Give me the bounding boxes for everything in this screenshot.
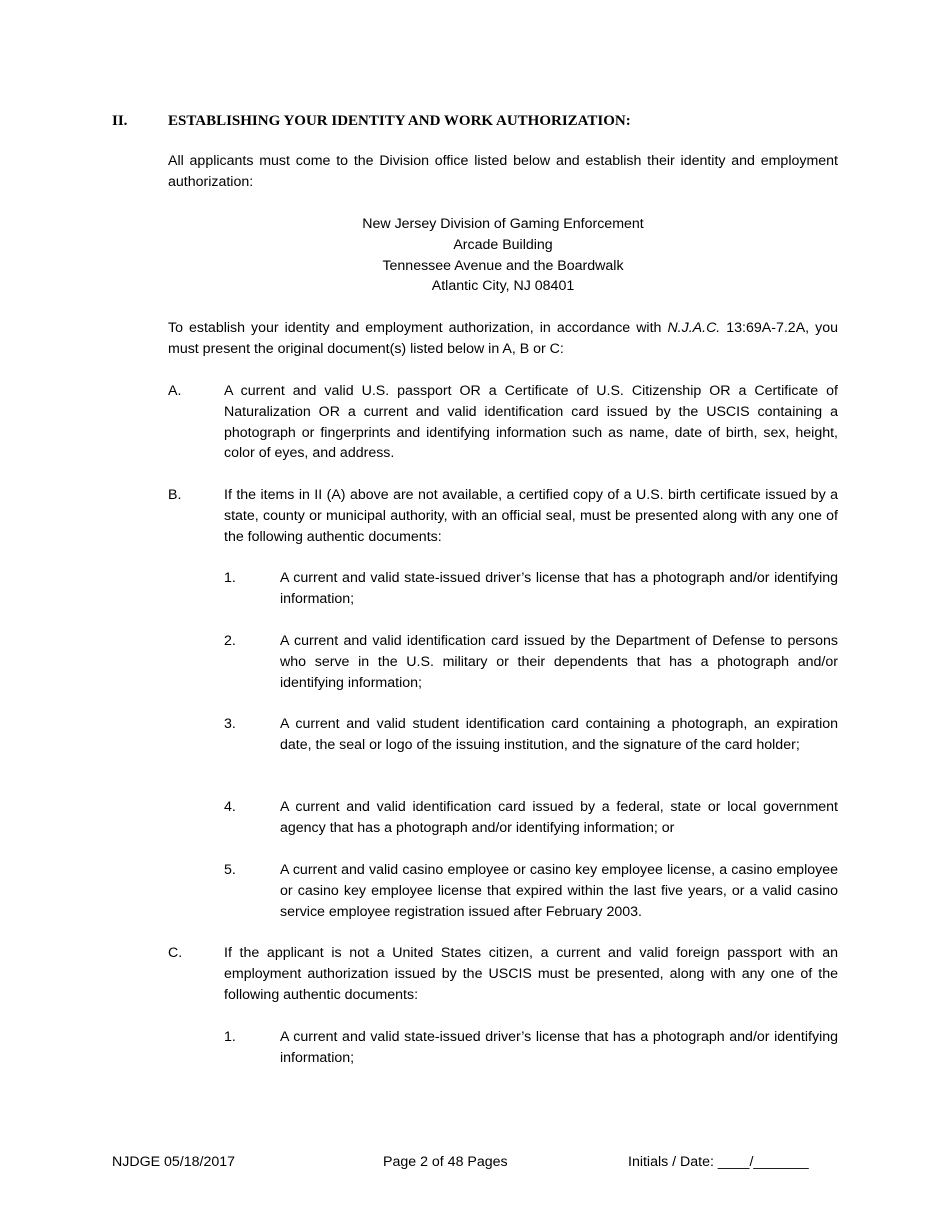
item-b1-text: A current and valid state-issued driver’s license that has a photograph and/or identifying information; [280, 570, 838, 607]
address-block [168, 214, 838, 297]
item-b2-marker: 2. [224, 633, 236, 649]
address-line-4: Atlantic City, NJ 08401 [431, 278, 575, 295]
footer-page-info: Page 2 of 48 Pages [383, 1154, 508, 1170]
item-b3-marker: 3. [224, 716, 236, 732]
address-line-2: Arcade Building [453, 236, 553, 253]
footer-initials-date: Initials / Date: ____/_______ [628, 1154, 809, 1170]
item-c1-marker: 1. [224, 1029, 236, 1045]
item-c-marker: C. [168, 945, 183, 961]
item-b-text: If the items in II (A) above are not available, a certified copy of a U.S. birth certificate issued by a state, county or municipal authority, with an official seal, must be presented along with any one of the following authentic documents: [224, 487, 838, 545]
intro-paragraph: All applicants must come to the Division office listed below and establish their identity and employment authorization: [168, 153, 838, 190]
item-b4-text: A current and valid identification card issued by a federal, state or local government agency that has a photograph and/or identifying information; or [280, 799, 838, 836]
establish-paragraph [168, 318, 838, 360]
item-a-text: A current and valid U.S. passport OR a Certificate of U.S. Citizenship OR a Certificate of Naturalization OR a current and valid identification card issued by the USCIS containing a photograph or fingerprints and identifying information such as name, date of birth, sex, height, color of eyes, and address. [224, 383, 838, 462]
item-b-marker: B. [168, 487, 182, 503]
item-b2-text: A current and valid identification card issued by the Department of Defense to persons who serve in the U.S. military or their dependents that has a photograph and/or identifying information; [280, 633, 838, 691]
section-number: II. [112, 113, 128, 129]
citation: N.J.A.C. [667, 320, 721, 336]
footer-form-id: NJDGE 05/18/2017 [112, 1154, 236, 1170]
item-b3-text: A current and valid student identification card containing a photograph, an expiration date, the seal or logo of the issuing institution, and the signature of the card holder; [280, 716, 838, 753]
item-b1-marker: 1. [224, 570, 236, 586]
address-line-1: New Jersey Division of Gaming Enforcement [362, 216, 644, 232]
item-a-marker: A. [168, 383, 182, 399]
item-b5-marker: 5. [224, 862, 236, 878]
establish-text-after: 13:69A-7.2A, you must present the original document(s) listed below in A, B or C: [168, 320, 838, 357]
establish-text-before: To establish your identity and employment authorization, in accordance with [168, 320, 668, 336]
item-c1-text: A current and valid state-issued driver’s license that has a photograph and/or identifying information; [280, 1029, 838, 1066]
section-title: ESTABLISHING YOUR IDENTITY AND WORK AUTHORIZATION: [168, 113, 631, 129]
address-line-3: Tennessee Avenue and the Boardwalk [382, 257, 624, 274]
item-b5-text: A current and valid casino employee or casino key employee license, a casino employee or casino key employee license that expired within the last five years, or a valid casino service employee registration issued after February 2003. [280, 862, 838, 920]
item-b4-marker: 4. [224, 799, 236, 815]
item-c-text: If the applicant is not a United States citizen, a current and valid foreign passport with an employment authorization issued by the USCIS must be presented, along with any one of the following authentic documents: [224, 945, 838, 1003]
